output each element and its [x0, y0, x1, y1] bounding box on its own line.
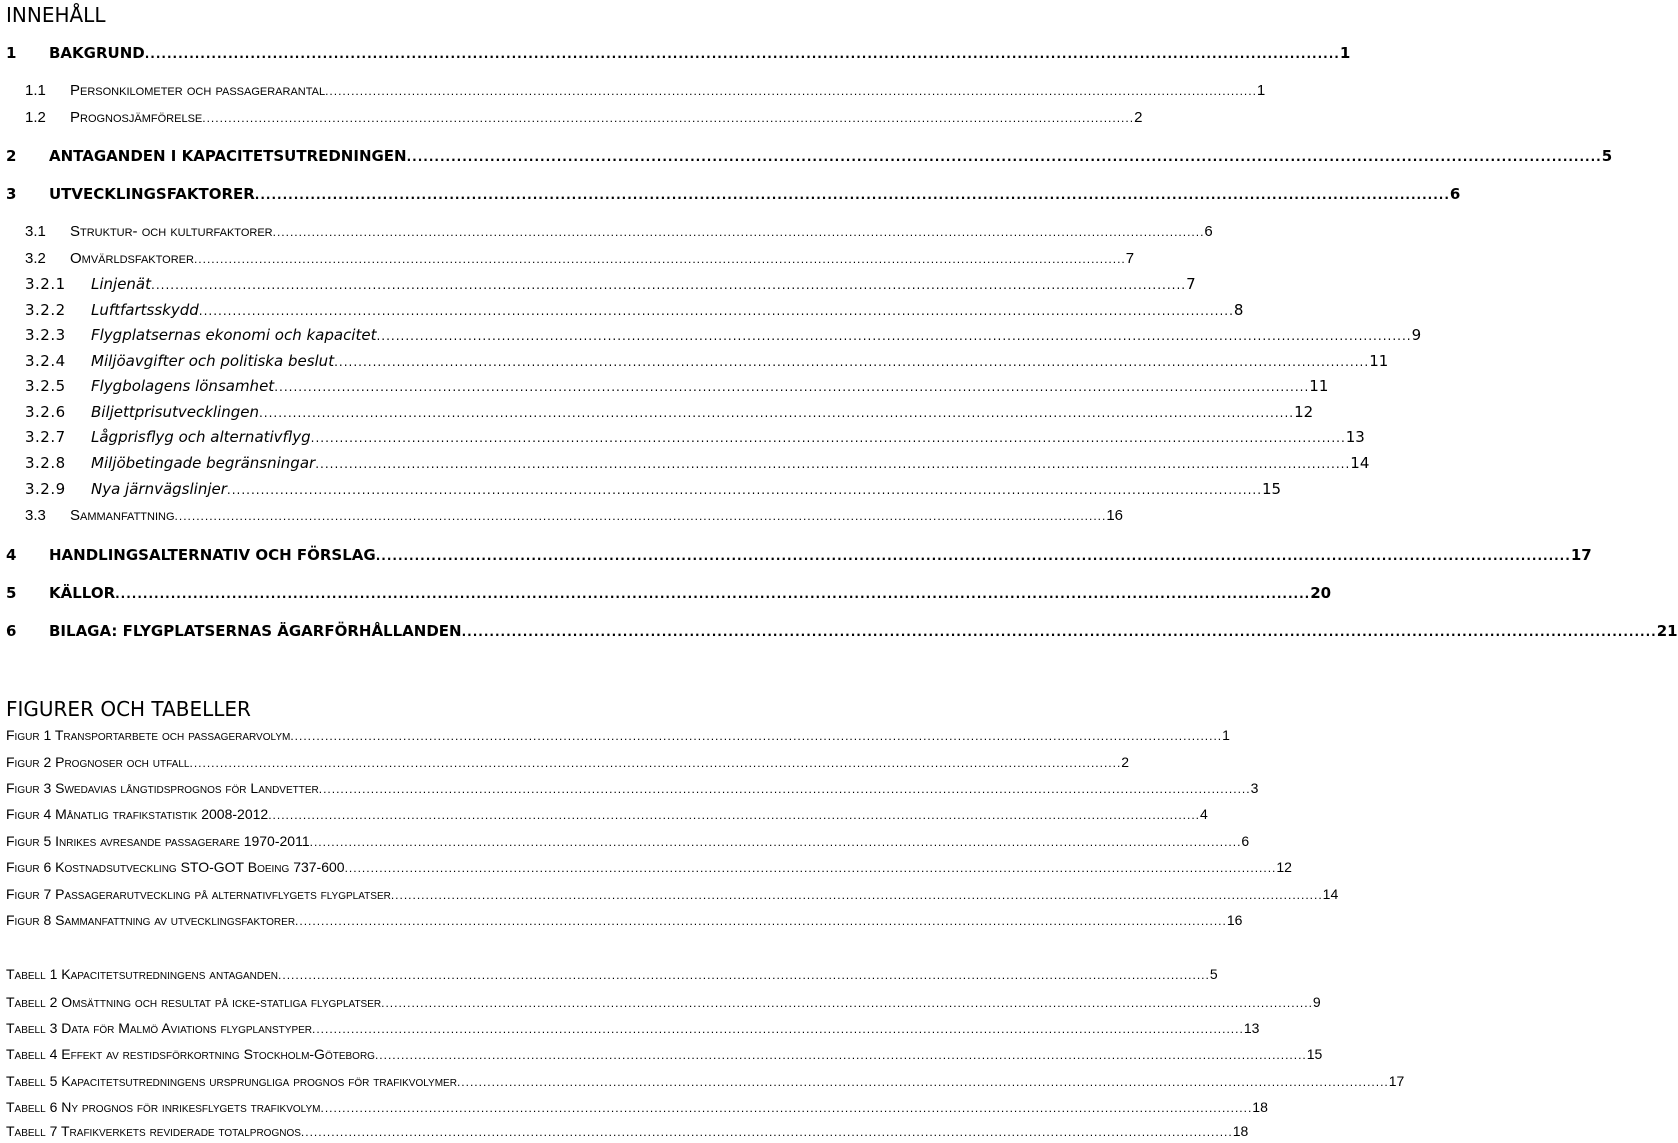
table-title: Tabell 7 Trafikverkets reviderade totalprognos — [6, 1123, 301, 1139]
toc-page: 21 — [1656, 622, 1678, 640]
toc-entry-3-2-4[interactable] — [25, 352, 1389, 372]
table-page: 17 — [1388, 1073, 1405, 1089]
toc-title: BAKGRUND — [49, 44, 145, 62]
dot-leader: ....................................................................................................................................................................................................................... — [198, 304, 1234, 318]
toc-title: Flygbolagens lönsamhet — [91, 377, 275, 395]
toc-number: 3.2.9 — [25, 480, 66, 498]
figure-title: Figur 1 Transportarbete och passagerarvolym — [6, 727, 291, 743]
figure-entry-5[interactable] — [6, 833, 1250, 853]
dot-leader: ....................................................................................................................................................................................................................... — [375, 549, 1571, 563]
table-title: Tabell 6 Ny prognos för inrikesflygets trafikvolym — [6, 1099, 321, 1115]
figure-title: Figur 8 Sammanfattning av utvecklingsfaktorer — [6, 912, 296, 928]
toc-entry-1-2[interactable] — [25, 109, 1143, 129]
toc-page: 17 — [1570, 546, 1592, 564]
table-page: 9 — [1312, 994, 1321, 1010]
dot-leader: ....................................................................................................................................................................................................................... — [300, 1125, 1233, 1139]
table-entry-1[interactable] — [6, 966, 1218, 986]
toc-number: 3.3 — [25, 507, 46, 524]
toc-entry-3-1[interactable] — [25, 223, 1213, 243]
toc-number: 3.2.8 — [25, 454, 66, 472]
table-title: Tabell 4 Effekt av restidsförkortning Stockholm-Göteborg — [6, 1046, 375, 1062]
figures-heading: FIGURER OCH TABELLER — [6, 697, 251, 721]
toc-entry-1[interactable] — [6, 44, 1351, 64]
toc-title: ANTAGANDEN I KAPACITETSUTREDNINGEN — [49, 147, 407, 165]
dot-leader: ....................................................................................................................................................................................................................... — [309, 835, 1242, 849]
toc-entry-3-2-2[interactable] — [25, 301, 1244, 321]
figure-entry-8[interactable] — [6, 912, 1243, 932]
toc-number: 6 — [6, 622, 17, 640]
toc-page: 2 — [1134, 109, 1143, 126]
toc-page: 8 — [1233, 301, 1244, 319]
table-title: Tabell 2 Omsättning och resultat på icke-statliga flygplatser — [6, 994, 382, 1010]
toc-title: Sammanfattning — [70, 507, 175, 524]
table-title: Tabell 5 Kapacitetsutredningens ursprungliga prognos för trafikvolymer — [6, 1073, 457, 1089]
figure-title: Figur 4 Månatlig trafikstatistik 2008-2012 — [6, 806, 269, 822]
dot-leader: ....................................................................................................................................................................................................................... — [315, 457, 1351, 471]
figure-entry-6[interactable] — [6, 859, 1292, 879]
dot-leader: ....................................................................................................................................................................................................................... — [390, 888, 1323, 902]
dot-leader: ....................................................................................................................................................................................................................... — [189, 756, 1122, 770]
figure-entry-1[interactable] — [6, 727, 1230, 747]
dot-leader: ....................................................................................................................................................................................................................... — [174, 509, 1107, 523]
toc-entry-3-2[interactable] — [25, 250, 1135, 270]
table-entry-2[interactable] — [6, 994, 1321, 1014]
toc-page: 13 — [1345, 428, 1365, 446]
figure-entry-2[interactable] — [6, 754, 1130, 774]
toc-title: Personkilometer och passagerarantal — [70, 82, 326, 99]
figure-page: 4 — [1200, 806, 1208, 822]
table-title: Tabell 1 Kapacitetsutredningens antaganden — [6, 966, 279, 982]
toc-page: 14 — [1350, 454, 1370, 472]
dot-leader: ....................................................................................................................................................................................................................... — [318, 782, 1251, 796]
toc-number: 3.2.2 — [25, 301, 66, 319]
toc-page: 11 — [1309, 377, 1329, 395]
toc-title: Prognosjämförelse — [70, 109, 203, 126]
table-entry-7[interactable] — [6, 1123, 1249, 1143]
toc-page: 1 — [1256, 82, 1266, 99]
dot-leader: ....................................................................................................................................................................................................................... — [278, 968, 1210, 982]
figure-title: Figur 7 Passagerarutveckling på alternativflygets flygplatser — [6, 886, 391, 902]
dot-leader: ....................................................................................................................................................................................................................... — [274, 380, 1310, 394]
toc-title: Nya järnvägslinjer — [91, 480, 227, 498]
toc-number: 3.2.7 — [25, 428, 66, 446]
toc-entry-3-2-6[interactable] — [25, 403, 1314, 423]
figure-page: 2 — [1121, 754, 1130, 770]
toc-entry-3-2-1[interactable] — [25, 275, 1196, 295]
table-page: 15 — [1306, 1046, 1323, 1062]
dot-leader: ....................................................................................................................................................................................................................... — [381, 996, 1313, 1010]
dot-leader: ....................................................................................................................................................................................................................... — [254, 188, 1450, 202]
dot-leader: ....................................................................................................................................................................................................................... — [374, 1048, 1307, 1062]
toc-entry-3-3[interactable] — [25, 507, 1124, 527]
toc-entry-3-2-7[interactable] — [25, 428, 1365, 448]
figure-page: 16 — [1226, 912, 1243, 928]
toc-title: Miljöavgifter och politiska beslut — [91, 352, 335, 370]
dot-leader: ....................................................................................................................................................................................................................... — [376, 329, 1412, 343]
toc-title: KÄLLOR — [49, 584, 116, 602]
figure-entry-4[interactable] — [6, 806, 1208, 826]
toc-entry-3-2-3[interactable] — [25, 326, 1422, 346]
toc-entry-2[interactable] — [6, 147, 1613, 167]
table-page: 5 — [1209, 966, 1218, 982]
toc-title: Miljöbetingade begränsningar — [91, 454, 316, 472]
dot-leader: ....................................................................................................................................................................................................................... — [272, 225, 1205, 239]
dot-leader: ....................................................................................................................................................................................................................... — [334, 355, 1370, 369]
toc-title: Omvärldsfaktorer — [70, 250, 194, 267]
toc-number: 3.1 — [25, 223, 46, 240]
table-entry-3[interactable] — [6, 1020, 1260, 1040]
table-page: 18 — [1232, 1123, 1249, 1139]
figure-title: Figur 3 Swedavias långtidsprognos för Landvetter — [6, 780, 319, 796]
toc-title: BILAGA: FLYGPLATSERNAS ÄGARFÖRHÅLLANDEN — [49, 622, 462, 640]
figure-entry-3[interactable] — [6, 780, 1259, 800]
toc-number: 3.2 — [25, 250, 46, 267]
toc-number: 2 — [6, 147, 17, 165]
dot-leader: ....................................................................................................................................................................................................................... — [258, 406, 1295, 420]
toc-page: 7 — [1125, 250, 1135, 267]
table-entry-5[interactable] — [6, 1073, 1405, 1093]
dot-leader: ....................................................................................................................................................................................................................... — [461, 625, 1657, 639]
toc-entry-5[interactable] — [6, 584, 1332, 604]
dot-leader: ....................................................................................................................................................................................................................... — [312, 1022, 1244, 1036]
toc-title: Biljettprisutvecklingen — [91, 403, 259, 421]
toc-title: Luftfartsskydd — [91, 301, 199, 319]
figure-entry-7[interactable] — [6, 886, 1339, 906]
dot-leader: ....................................................................................................................................................................................................................... — [115, 587, 1311, 601]
toc-number: 3.2.4 — [25, 352, 66, 370]
figure-page: 12 — [1276, 859, 1292, 875]
toc-title: UTVECKLINGSFAKTORER — [49, 185, 255, 203]
toc-entry-3-2-9[interactable] — [25, 480, 1282, 500]
toc-number: 4 — [6, 546, 17, 564]
toc-number: 1 — [6, 44, 17, 62]
toc-number: 5 — [6, 584, 17, 602]
toc-title: Linjenät — [91, 275, 152, 293]
toc-number: 3 — [6, 185, 17, 203]
dot-leader: ....................................................................................................................................................................................................................... — [406, 150, 1602, 164]
toc-page: 9 — [1411, 326, 1422, 344]
toc-title: Struktur- och kulturfaktorer — [70, 223, 273, 240]
table-title: Tabell 3 Data för Malmö Aviations flygplanstyper — [6, 1020, 312, 1036]
figure-title: Figur 5 Inrikes avresande passagerare 1970-2011 — [6, 833, 310, 849]
toc-entry-3[interactable] — [6, 185, 1461, 205]
toc-page: 20 — [1310, 584, 1332, 602]
toc-title: Flygplatsernas ekonomi och kapacitet — [91, 326, 377, 344]
toc-number: 3.2.6 — [25, 403, 66, 421]
dot-leader: ....................................................................................................................................................................................................................... — [325, 84, 1257, 98]
table-entry-6[interactable] — [6, 1099, 1268, 1119]
table-entry-4[interactable] — [6, 1046, 1323, 1066]
dot-leader: ....................................................................................................................................................................................................................... — [193, 252, 1126, 266]
toc-number: 3.2.1 — [25, 275, 66, 293]
toc-heading: INNEHÅLL — [6, 3, 106, 27]
figure-page: 6 — [1241, 833, 1250, 849]
toc-number: 1.1 — [25, 82, 46, 99]
figure-page: 1 — [1222, 727, 1230, 743]
toc-title: Lågprisflyg och alternativflyg — [91, 428, 311, 446]
toc-entry-3-2-5[interactable] — [25, 377, 1329, 397]
toc-page: 1 — [1339, 44, 1351, 62]
dot-leader: ....................................................................................................................................................................................................................... — [226, 483, 1263, 497]
dot-leader: ....................................................................................................................................................................................................................... — [320, 1101, 1253, 1115]
toc-entry-3-2-8[interactable] — [25, 454, 1370, 474]
table-page: 18 — [1252, 1099, 1268, 1115]
toc-page: 7 — [1186, 275, 1196, 293]
dot-leader: ....................................................................................................................................................................................................................... — [344, 861, 1277, 875]
figure-page: 14 — [1322, 886, 1339, 902]
toc-number: 3.2.5 — [25, 377, 66, 395]
dot-leader: ....................................................................................................................................................................................................................... — [144, 47, 1340, 61]
dot-leader: ....................................................................................................................................................................................................................... — [295, 914, 1227, 928]
toc-page: 15 — [1262, 480, 1282, 498]
figure-title: Figur 2 Prognoser och utfall — [6, 754, 190, 770]
toc-page: 12 — [1294, 403, 1314, 421]
figure-page: 3 — [1250, 780, 1259, 796]
dot-leader: ....................................................................................................................................................................................................................... — [202, 111, 1135, 125]
toc-page: 6 — [1449, 185, 1461, 203]
dot-leader: ....................................................................................................................................................................................................................... — [151, 278, 1187, 292]
toc-page: 6 — [1204, 223, 1213, 240]
dot-leader: ....................................................................................................................................................................................................................... — [268, 808, 1201, 822]
toc-page: 5 — [1601, 147, 1613, 165]
dot-leader: ....................................................................................................................................................................................................................... — [456, 1075, 1389, 1089]
toc-page: 16 — [1106, 507, 1124, 524]
toc-entry-6[interactable] — [6, 622, 1678, 642]
toc-title: HANDLINGSALTERNATIV OCH FÖRSLAG — [49, 546, 376, 564]
dot-leader: ....................................................................................................................................................................................................................... — [290, 729, 1223, 743]
figure-title: Figur 6 Kostnadsutveckling STO-GOT Boeing 737-600 — [6, 859, 345, 875]
toc-entry-1-1[interactable] — [25, 82, 1266, 102]
dot-leader: ....................................................................................................................................................................................................................... — [310, 431, 1346, 445]
toc-entry-4[interactable] — [6, 546, 1592, 566]
toc-number: 3.2.3 — [25, 326, 66, 344]
toc-number: 1.2 — [25, 109, 46, 126]
toc-page: 11 — [1369, 352, 1389, 370]
table-page: 13 — [1243, 1020, 1260, 1036]
